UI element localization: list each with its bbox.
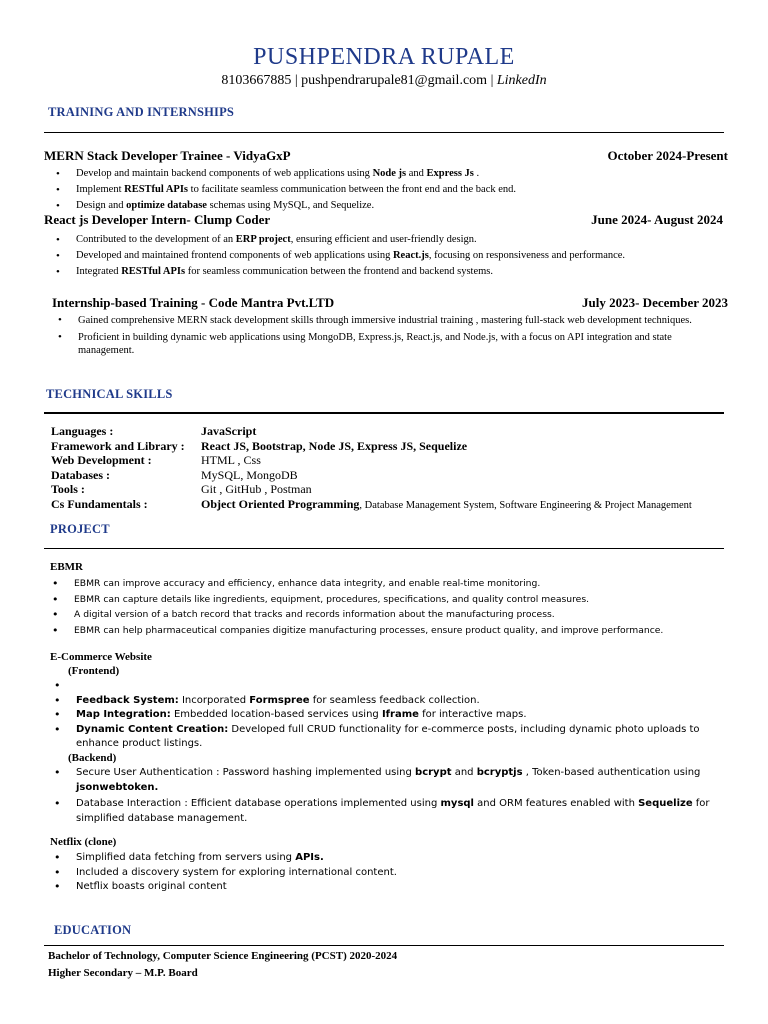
list-item: • Secure User Authentication : Password hashing implemented using bcrypt and bcryptjs , Token-based authentication using jsonwebtoken. — [50, 766, 740, 795]
separator: | — [490, 73, 494, 88]
list-item: • EBMR can help pharmaceutical companies digitize manufacturing processes, ensure product quality, and improve performance. — [48, 623, 748, 639]
contact-line — [0, 73, 768, 89]
list-item: • Included a discovery system for exploring international content. — [50, 866, 740, 881]
skill-value: Object Oriented Programming, Database Management System, Software Engineering & Project Management — [201, 496, 692, 511]
job-bullets — [48, 167, 738, 213]
candidate-name: PUSHPENDRA RUPALE — [253, 44, 515, 70]
section-divider — [44, 945, 724, 946]
skill-label: Tools : — [51, 482, 85, 496]
email-address[interactable]: pushpendrarupale81@gmail.com — [301, 73, 488, 88]
section-divider — [44, 548, 724, 549]
project-bullets — [48, 576, 748, 638]
skill-row — [51, 453, 692, 468]
list-item: • Proficient in building dynamic web applications using MongoDB, Express.js, React.js, and Node.js, with a focus on API integration and state management. — [50, 331, 730, 358]
job-title: Internship-based Training - Code Mantra Pvt.LTD — [52, 295, 335, 310]
skill-label: Languages : — [51, 424, 114, 438]
list-item: • Developed and maintained frontend components of web applications using React.js, focusing on responsiveness and performance. — [48, 249, 738, 263]
job-bullets — [48, 233, 738, 279]
list-item: • Design and optimize database schemas using MySQL, and Sequelize. — [48, 199, 738, 213]
skills-table — [51, 424, 692, 513]
list-item: • Netflix boasts original content — [50, 880, 740, 895]
list-item: • Develop and maintain backend components of web applications using Node js and Express Js . — [48, 167, 738, 181]
job-bullets — [50, 314, 730, 358]
section-heading-skills: TECHNICAL SKILLS — [46, 387, 173, 401]
project-title-netflix: Netflix (clone) — [50, 836, 117, 848]
education-school: Higher Secondary – M.P. Board — [48, 967, 198, 979]
skill-row — [51, 424, 692, 439]
list-item: • Dynamic Content Creation: Developed full CRUD functionality for e-commerce posts, including dynamic photo uploads to enhance product listings. — [50, 723, 740, 752]
list-item: • Database Interaction : Efficient database operations implemented using mysql and ORM features enabled with Sequelize for simplified database management. — [50, 797, 740, 826]
project-bullets — [50, 851, 740, 895]
job-date: July 2023- December 2023 — [582, 295, 728, 310]
section-heading-education: EDUCATION — [54, 923, 132, 937]
skill-label: Databases : — [51, 467, 110, 482]
list-item: • Integrated RESTful APIs for seamless communication between the frontend and backend systems. — [48, 265, 738, 279]
list-item: • Simplified data fetching from servers using APIs. — [50, 851, 740, 866]
skill-row — [51, 439, 692, 454]
list-item: • Contributed to the development of an ERP project, ensuring efficient and user-friendly design. — [48, 233, 738, 247]
skill-value: JavaScript — [201, 424, 257, 438]
subheading-frontend: (Frontend) — [68, 665, 120, 677]
list-item: • Gained comprehensive MERN stack development skills through immersive industrial training , mastering full-stack web development techniques. — [50, 314, 730, 328]
list-item: • EBMR can capture details like ingredients, equipment, procedures, specifications, and quality control measures. — [48, 592, 748, 608]
list-item — [50, 679, 740, 694]
job-date: June 2024- August 2024 — [591, 212, 723, 227]
skill-label: Web Development : — [51, 453, 152, 467]
skill-row — [51, 497, 692, 514]
skill-value: HTML , Css — [201, 453, 261, 467]
separator: | — [294, 73, 298, 88]
project-bullets — [50, 766, 740, 826]
phone-number: 8103667885 — [221, 73, 292, 88]
linkedin-link[interactable]: LinkedIn — [496, 73, 547, 88]
section-divider — [44, 132, 724, 133]
list-item: • Map Integration: Embedded location-based services using Iframe for interactive maps. — [50, 708, 740, 723]
list-item: • Feedback System: Incorporated Formspree for seamless feedback collection. — [50, 694, 740, 709]
list-item: • Implement RESTful APIs to facilitate seamless communication between the front end and the back end. — [48, 183, 738, 197]
section-divider — [44, 412, 724, 414]
job-title: MERN Stack Developer Trainee - VidyaGxP — [44, 148, 291, 163]
skill-value: React JS, Bootstrap, Node JS, Express JS, Sequelize — [201, 438, 468, 453]
job-date: October 2024-Present — [607, 148, 728, 163]
project-title-ebmr: EBMR — [50, 561, 83, 573]
section-heading-project: PROJECT — [50, 522, 110, 536]
section-heading-training: TRAINING AND INTERNSHIPS — [48, 105, 235, 119]
skill-label: Framework and Library : — [51, 438, 185, 453]
job-title: React js Developer Intern- Clump Coder — [44, 212, 271, 227]
project-bullets — [50, 679, 740, 752]
list-item: • A digital version of a batch record that tracks and records information about the manufacturing process. — [48, 607, 748, 623]
project-title-ecommerce: E-Commerce Website — [50, 651, 152, 663]
skill-value: MySQL, MongoDB — [201, 467, 298, 482]
subheading-backend: (Backend) — [68, 752, 117, 764]
skill-label: Cs Fundamentals : — [51, 496, 148, 511]
education-degree: Bachelor of Technology, Computer Science Engineering (PCST) 2020-2024 — [48, 950, 398, 962]
list-item: • EBMR can improve accuracy and efficiency, enhance data integrity, and enable real-time monitoring. — [48, 576, 748, 592]
skill-value: Git , GitHub , Postman — [201, 482, 312, 496]
skill-row — [51, 468, 692, 483]
skill-row — [51, 482, 692, 497]
